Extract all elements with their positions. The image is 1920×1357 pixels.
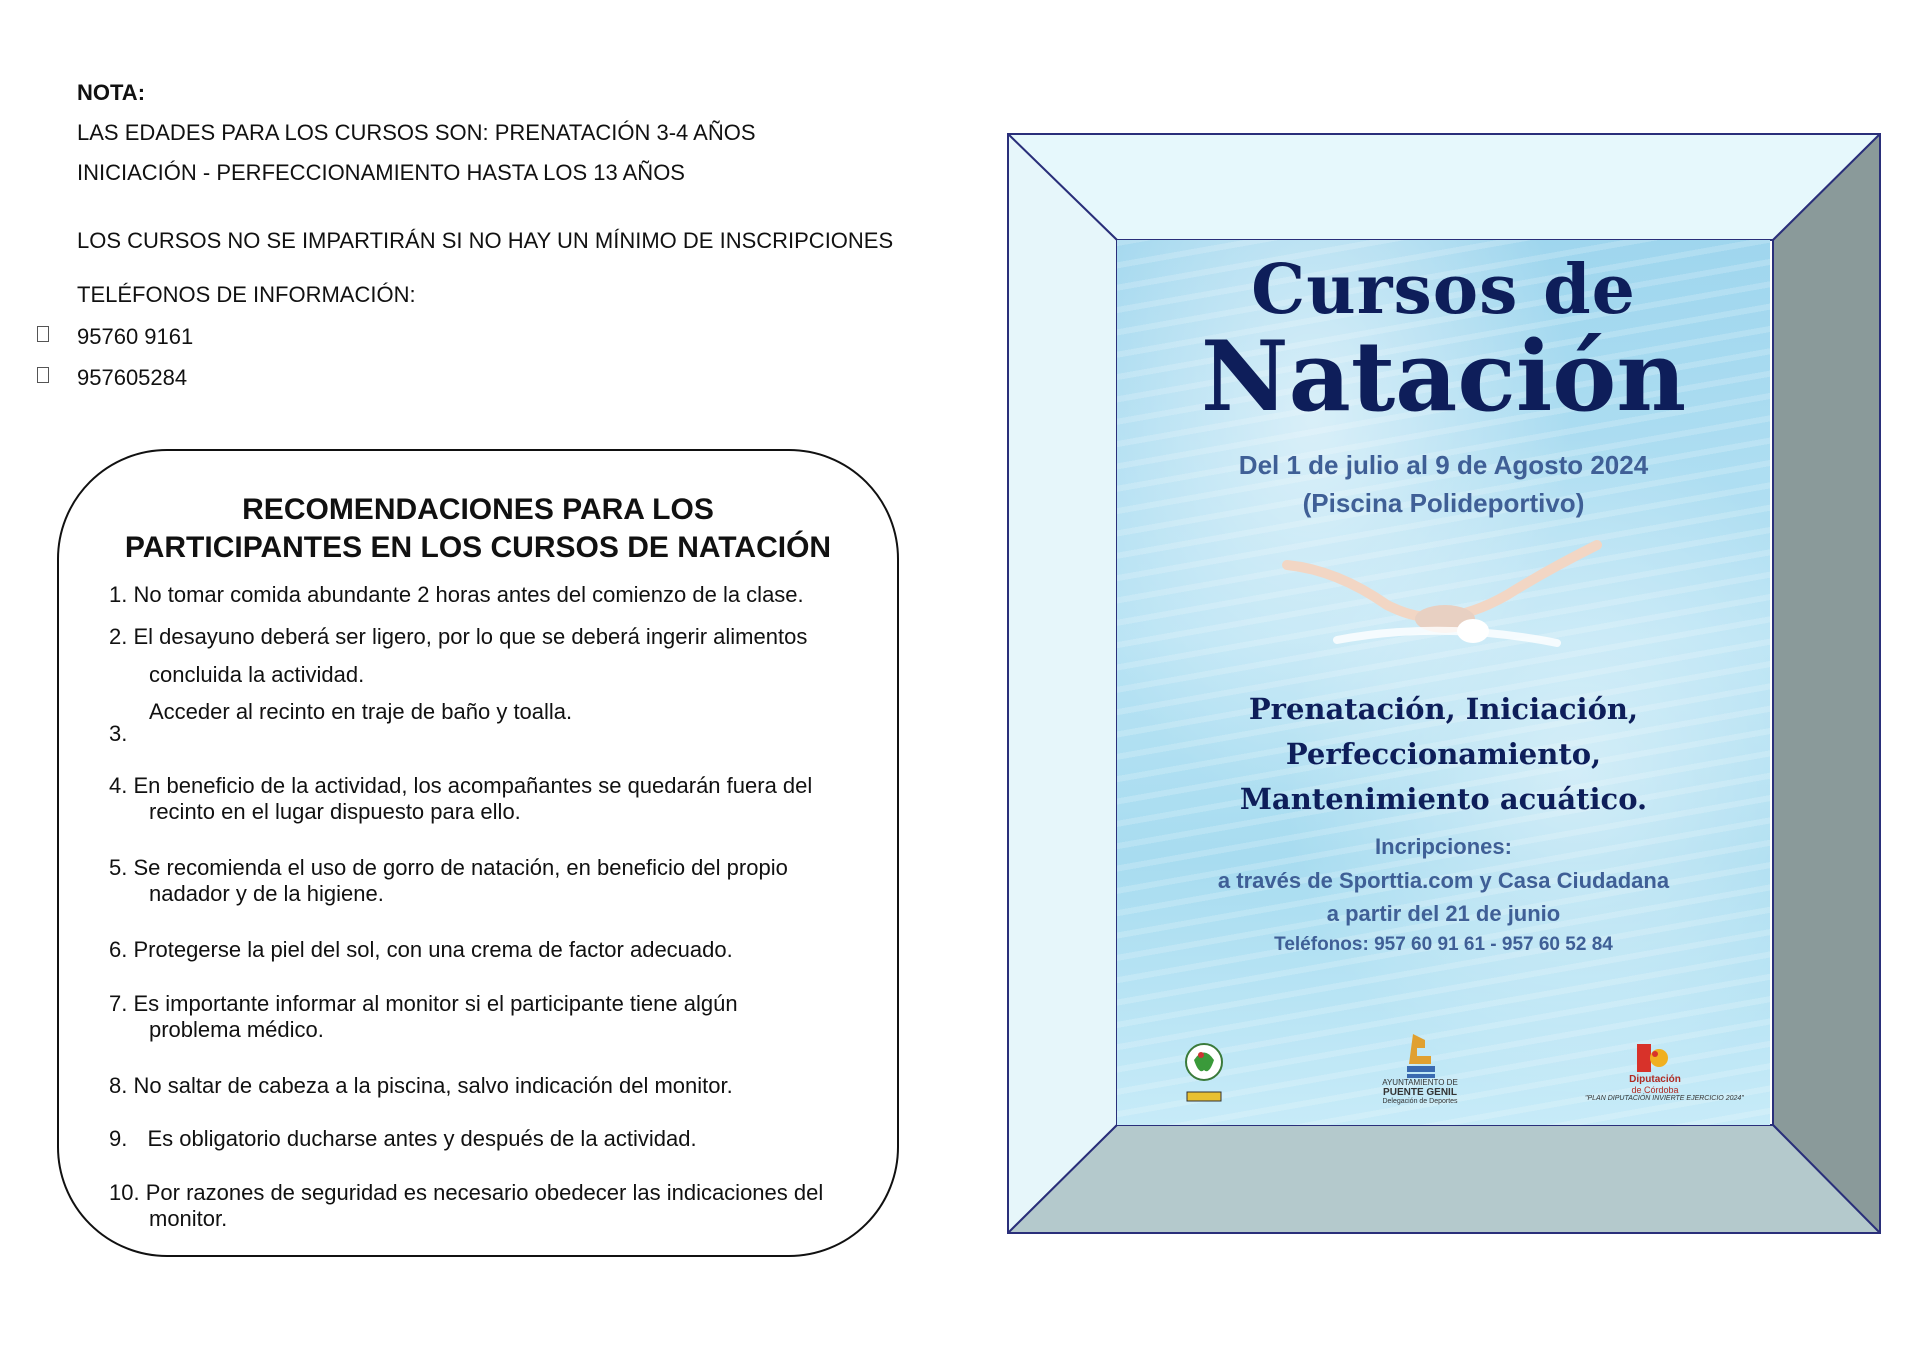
item-text: Se recomienda el uso de gorro de natación, en beneficio del propio bbox=[133, 855, 788, 880]
recommendations-title bbox=[59, 491, 897, 567]
recommendation-item bbox=[109, 1073, 879, 1099]
recommendation-item bbox=[109, 699, 879, 747]
item-number: 3. bbox=[109, 721, 128, 746]
diputacion-logo-text bbox=[1585, 1074, 1744, 1102]
recommendations-box bbox=[57, 449, 899, 1257]
logo-text-line: de Córdoba bbox=[1631, 1085, 1679, 1095]
logo-text-line: "PLAN DIPUTACIÓN INVIERTE EJERCICIO 2024" bbox=[1585, 1095, 1744, 1102]
item-number: 9. bbox=[109, 1126, 128, 1151]
item-text: Acceder al recinto en traje de baño y toalla. bbox=[149, 699, 573, 724]
ages-line-1: LAS EDADES PARA LOS CURSOS SON: PRENATACIÓN 3-4 AÑOS bbox=[77, 120, 756, 145]
logo-text-line: AYUNTAMIENTO DE bbox=[1382, 1078, 1458, 1087]
swimmer-icon bbox=[1277, 535, 1607, 655]
logo-text-line: PUENTE GENIL bbox=[1383, 1087, 1457, 1098]
recommendation-item bbox=[109, 1180, 879, 1232]
phone-item bbox=[77, 324, 193, 350]
poster-dates: Del 1 de julio al 9 de Agosto 2024 bbox=[1238, 450, 1649, 480]
item-continuation: problema médico. bbox=[149, 1017, 324, 1042]
title-line: RECOMENDACIONES PARA LOS bbox=[242, 493, 714, 526]
ayuntamiento-logo-icon bbox=[1395, 1030, 1445, 1080]
item-text: No saltar de cabeza a la piscina, salvo indicación del monitor. bbox=[133, 1073, 733, 1098]
item-continuation: nadador y de la higiene. bbox=[149, 881, 384, 906]
item-number: 2. bbox=[109, 624, 128, 649]
item-text: Por razones de seguridad es necesario obedecer las indicaciones del bbox=[145, 1180, 824, 1205]
recommendation-item bbox=[109, 937, 879, 963]
item-continuation: concluida la actividad. bbox=[149, 662, 365, 687]
item-number: 1. bbox=[109, 582, 128, 607]
item-number: 8. bbox=[109, 1073, 128, 1098]
item-number: 5. bbox=[109, 855, 128, 880]
recommendation-item bbox=[109, 991, 879, 1043]
bullet-icon bbox=[37, 367, 49, 383]
item-continuation: monitor. bbox=[149, 1206, 228, 1231]
item-text: Es obligatorio ducharse antes y después de la actividad. bbox=[147, 1126, 697, 1151]
poster-inscriptions-heading: Incripciones: bbox=[1375, 834, 1512, 859]
poster-inscriptions-via: a través de Sporttia.com y Casa Ciudadana bbox=[1217, 868, 1670, 893]
item-text: En beneficio de la actividad, los acompañantes se quedarán fuera del bbox=[133, 773, 813, 798]
recommendation-item bbox=[109, 582, 879, 608]
item-number: 10. bbox=[109, 1180, 140, 1205]
poster-course-line: Prenatación, Iniciación, bbox=[1248, 692, 1639, 726]
swimming-poster bbox=[1117, 240, 1770, 1125]
item-text: Es importante informar al monitor si el participante tiene algún bbox=[133, 991, 738, 1016]
ayuntamiento-logo-text bbox=[1380, 1078, 1460, 1105]
item-text: El desayuno deberá ser ligero, por lo que se deberá ingerir alimentos bbox=[133, 624, 808, 649]
title-line: PARTICIPANTES EN LOS CURSOS DE NATACIÓN bbox=[124, 531, 832, 564]
item-number: 4. bbox=[109, 773, 128, 798]
item-text: No tomar comida abundante 2 horas antes del comienzo de la clase. bbox=[133, 582, 804, 607]
phone-item bbox=[77, 365, 187, 391]
bullet-icon bbox=[37, 326, 49, 342]
poster-course-line: Perfeccionamiento, bbox=[1285, 737, 1602, 771]
logo-text-line: Delegación de Deportes bbox=[1382, 1098, 1458, 1105]
ages-line-2: INICIACIÓN - PERFECCIONAMIENTO HASTA LOS 13 AÑOS bbox=[77, 160, 685, 185]
municipal-logo-icon bbox=[1179, 1040, 1229, 1106]
phones-heading: TELÉFONOS DE INFORMACIÓN: bbox=[77, 282, 416, 307]
poster-title-line-1: Cursos de bbox=[1251, 250, 1636, 330]
poster-phones: Teléfonos: 957 60 91 61 - 957 60 52 84 bbox=[1274, 934, 1613, 955]
recommendation-item bbox=[109, 773, 879, 825]
item-text: Protegerse la piel del sol, con una crema de factor adecuado. bbox=[133, 937, 733, 962]
poster-inscriptions-start: a partir del 21 de junio bbox=[1326, 901, 1561, 926]
phone-number: 95760 9161 bbox=[77, 324, 194, 349]
item-continuation: recinto en el lugar dispuesto para ello. bbox=[149, 799, 521, 824]
minimum-enrollment-note: LOS CURSOS NO SE IMPARTIRÁN SI NO HAY UN MÍNIMO DE INSCRIPCIONES bbox=[77, 228, 894, 253]
poster-title-line-2: Natación bbox=[1200, 320, 1687, 433]
diputacion-logo-icon bbox=[1635, 1040, 1671, 1076]
item-number: 6. bbox=[109, 937, 128, 962]
item-number: 7. bbox=[109, 991, 128, 1016]
recommendation-item bbox=[109, 624, 879, 688]
poster-location: (Piscina Polideportivo) bbox=[1302, 488, 1585, 518]
recommendation-item bbox=[109, 1126, 879, 1152]
poster-course-line: Mantenimiento acuático. bbox=[1239, 782, 1648, 816]
nota-heading: NOTA: bbox=[77, 80, 146, 105]
phone-number: 957605284 bbox=[77, 365, 188, 390]
logo-text-line: Diputación bbox=[1629, 1074, 1681, 1085]
recommendation-item bbox=[109, 855, 879, 907]
